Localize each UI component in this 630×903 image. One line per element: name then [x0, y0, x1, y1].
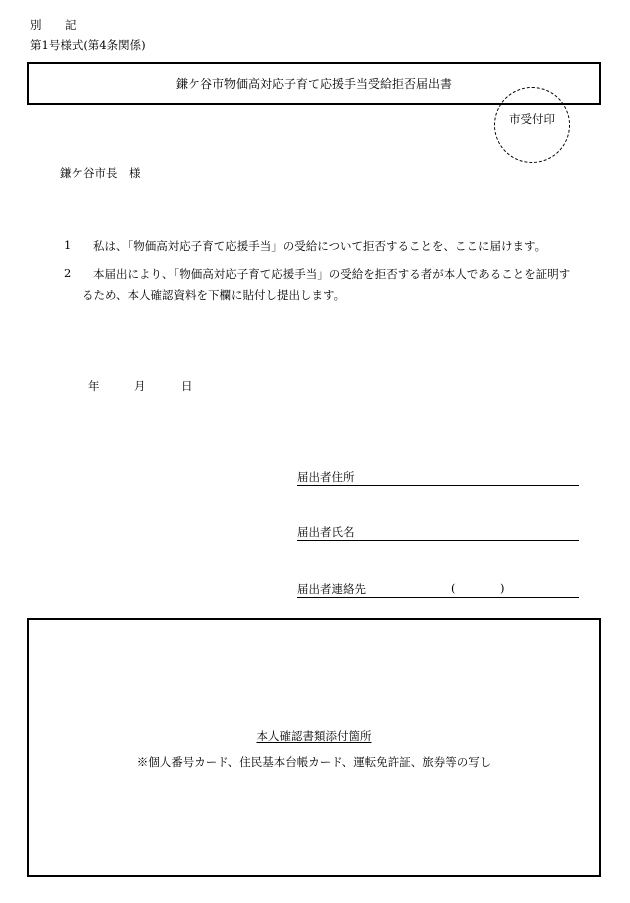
date-day-label: 日	[181, 379, 193, 393]
applicant-name-field[interactable]	[297, 524, 579, 541]
applicant-name-label: 届出者氏名	[297, 525, 355, 539]
date-year-label: 年	[88, 379, 100, 393]
item-number-1: 1	[64, 238, 72, 252]
contact-paren-open: (	[451, 581, 456, 595]
contact-paren-close: )	[500, 581, 505, 595]
id-attachment-title-wrap	[29, 728, 599, 744]
applicant-contact-label: 届出者連絡先	[297, 582, 366, 596]
reception-stamp-area	[494, 87, 570, 163]
id-attachment-note: ※個人番号カード、住民基本台帳カード、運転免許証、旅券等の写し	[136, 755, 492, 769]
item-text-2-line-2: るため、本人確認資料を下欄に貼付し提出します。	[82, 288, 346, 302]
annex-label: 別 記	[30, 18, 83, 32]
item-number-2: 2	[64, 266, 72, 280]
addressee: 鎌ケ谷市長 様	[60, 166, 141, 180]
item-text-1: 私は、「物価高対応子育て応援手当」の受給について拒否することを、ここに届けます。	[93, 239, 547, 253]
reception-stamp-label: 市受付印	[509, 112, 555, 126]
id-attachment-title: 本人確認書類添付箇所	[256, 729, 372, 743]
item-text-2-line-1: 本届出により、「物価高対応子育て応援手当」の受給を拒否する者が本人であることを証明す	[93, 267, 571, 281]
date-month-label: 月	[134, 379, 146, 393]
document-title: 鎌ケ谷市物価高対応子育て応援手当受給拒否届出書	[175, 77, 452, 91]
id-document-attachment-box	[27, 618, 601, 877]
applicant-address-label: 届出者住所	[297, 470, 355, 484]
form-number: 第1号様式(第4条関係)	[30, 38, 146, 52]
applicant-contact-field[interactable]	[297, 581, 579, 598]
applicant-address-field[interactable]	[297, 469, 579, 486]
